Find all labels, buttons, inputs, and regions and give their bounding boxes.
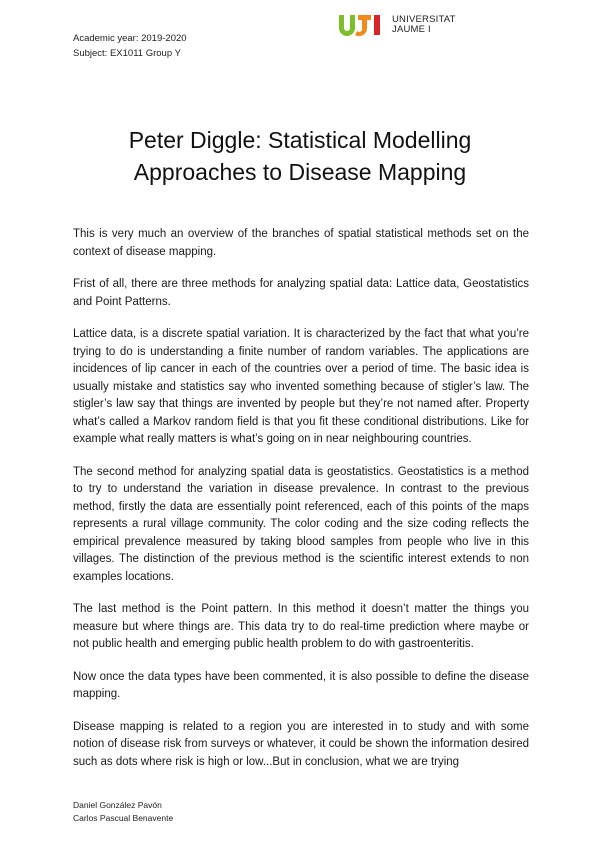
university-logo <box>338 13 456 37</box>
document-title <box>60 124 540 188</box>
paragraph: Now once the data types have been commented, it is also possible to define the disease mapping. <box>73 670 529 700</box>
author-2: Carlos Pascual Benavente <box>73 813 174 823</box>
paragraph: Frist of all, there are three methods for analyzing spatial data: Lattice data, Geostatistics and Point Patterns. <box>73 278 529 308</box>
uji-logo-mark <box>338 13 386 37</box>
paragraph: This is very much an overview of the branches of spatial statistical methods set on the context of disease mapping. <box>73 228 529 258</box>
logo-text <box>392 15 456 35</box>
paragraph: Lattice data, is a discrete spatial variation. It is characterized by the fact that what you’re trying to do is understanding a finite number of random variables. The applications are incidences of lip cancer in each of the countries over a period of time. The basic idea is usually mistake and statistics say who invented something because of stigler’s law. The stigler’s law say that things are invented by people but they’re not named after. Property what’s called a Markov random field is that you fit these conditional distributions. Like for example what really matters is what’s going on in near neighbouring countries. <box>73 328 529 445</box>
title-line-2: Approaches to Disease Mapping <box>133 159 467 185</box>
logo-line-1: UNIVERSITAT <box>392 14 456 25</box>
paragraph: The last method is the Point pattern. In this method it doesn’t matter the things you measure but where things are. This data try to do real-time prediction where maybe or not public health and emerging public health problem to do with gastroenteritis. <box>73 603 529 650</box>
paragraph: The second method for analyzing spatial data is geostatistics. Geostatistics is a method to try to understand the variation in disease prevalence. In contrast to the previous method, firstly the data are essentially point referenced, each of this points of the maps represents a rural village community. The color coding and the size coding reflects the empirical prevalence measured by taking blood samples from people who live in this villages. The distinction of the previous method is the scientific interest extends to non examples locations. <box>73 465 529 583</box>
subject: Subject: EX1011 Group Y <box>73 48 181 59</box>
logo-line-2: JAUME I <box>392 24 431 35</box>
title-line-1: Peter Diggle: Statistical Modelling <box>128 127 472 153</box>
author-1: Daniel González Pavón <box>73 800 162 810</box>
academic-year: Academic year: 2019-2020 <box>73 33 187 44</box>
document-body <box>73 226 529 786</box>
footer-authors <box>73 799 173 825</box>
header-meta <box>73 31 187 61</box>
paragraph: Disease mapping is related to a region you are interested in to study and with some notion of disease risk from surveys or whatever, it could be shown the information desired such as dots where risk is high or low...But in conclusion, what we are trying <box>73 720 529 768</box>
